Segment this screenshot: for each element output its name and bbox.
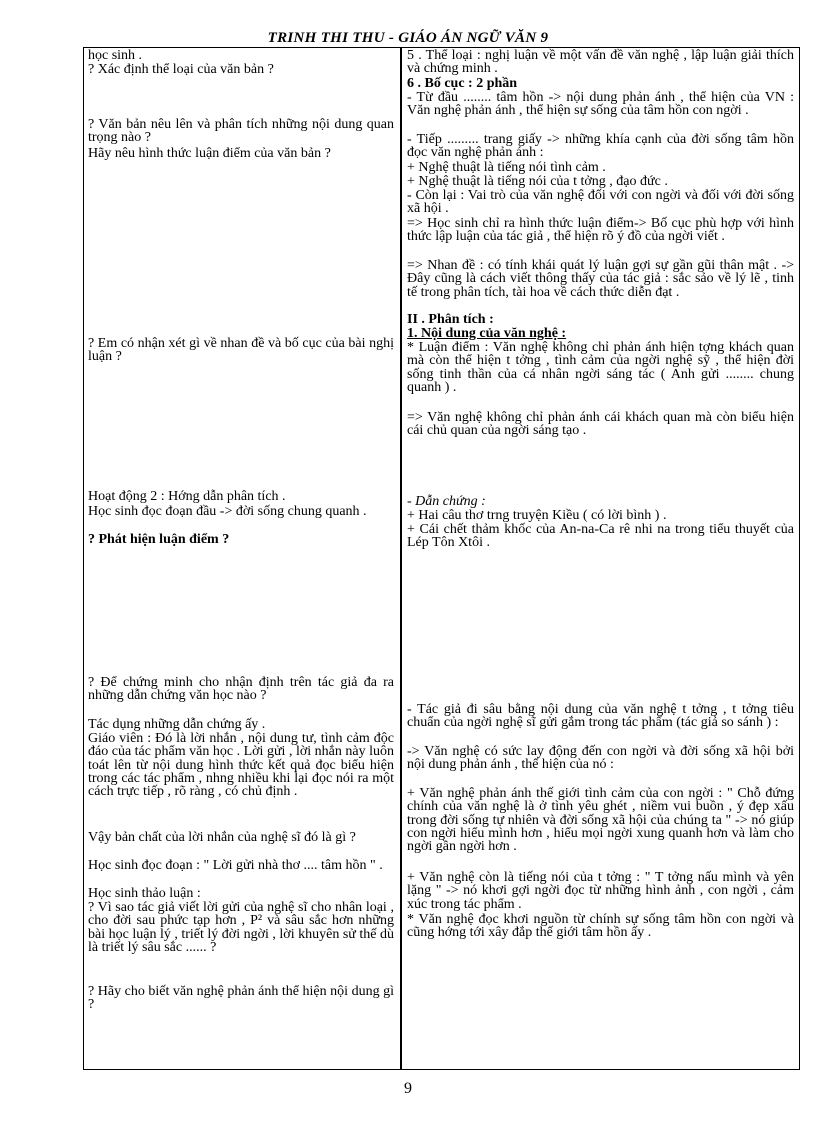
right-text: - Dẫn chứng : (407, 494, 486, 509)
left-text: Giáo viên : Đó là lời nhắn , nội dung tư, tình cảm độc đáo của tác phẩm văn học . Lời gửi , lời nhắn này luôn toát lên từ nội dung hình thức kết quả đọc biểu hiện trong các tác phẩm , nhng nhiều khi lại đọc nói ra một cách trực tiếp , rõ ràng , có chủ định . (88, 731, 394, 800)
right-text: => Văn nghệ không chỉ phản ánh cái khách quan mà còn biểu hiện cái chủ quan của ngời sáng tạo . (407, 410, 794, 439)
column-divider (400, 47, 402, 1070)
right-text: + Văn nghệ phản ánh thế giới tình cảm của con ngời : " Chỗ đứng chính của văn nghệ là ở tình yêu ghét , niềm vui buồn , ý đẹp xấu trong đời sống tự nhiên và đời sống xã hội của chúng ta " -> nó giúp con ngời hiểu mình hơn , hiểu mọi ngời xung quanh hơn và làm cho ngời gần ngời hơn . (407, 786, 794, 855)
right-text: * Văn nghệ đọc khơi nguồn từ chính sự sống tâm hồn con ngời và cũng hớng tới xây đắp thế giới tâm hồn ấy . (407, 912, 794, 941)
left-text: Vậy bản chất của lời nhắn của nghệ sĩ đó là gì ? (88, 830, 356, 845)
right-text: - Còn lại : Vai trò của văn nghệ đối với con ngời và đối với đời sống xã hội . (407, 188, 794, 217)
left-text: Học sinh đọc đoạn : " Lời gửi nhà thơ .... tâm hồn " . (88, 858, 383, 873)
page-number: 9 (404, 1080, 412, 1097)
right-text: => Nhan đề : có tính khái quát lý luận gợi sự gần gũi thân mật . -> Đây cũng là cách viết thông thấy của tác giả : sắc sảo về lý lẽ , tinh tế trong phân tích, tài hoa về cách thức diễn đạt . (407, 258, 794, 300)
right-text: 6 . Bố cục : 2 phần (407, 76, 518, 91)
right-text: + Cái chết thảm khốc của An-na-Ca rê nhi na trong tiểu thuyết của Lép Tôn Xtôi . (407, 522, 794, 551)
right-text: + Nghệ thuật là tiếng nói tình cảm . (407, 160, 606, 175)
left-text: ? Hãy cho biết văn nghệ phản ánh thể hiện nội dung gì ? (88, 984, 394, 1013)
page-header: TRINH THI THU - GIÁO ÁN NGỮ VĂN 9 (267, 30, 549, 46)
right-text: - Tiếp ......... trang giấy -> những khía cạnh của đời sống tâm hồn đọc văn nghệ phản ánh : (407, 132, 794, 161)
left-text: ? Xác định thể loại của văn bản ? (88, 62, 274, 77)
left-text: ? Phát hiện luận điểm ? (88, 532, 230, 547)
right-text: + Hai câu thơ trng truyện Kiều ( có lời bình ) . (407, 508, 667, 523)
right-text: 5 . Thể loại : nghị luận về một vấn đề văn nghệ , lập luận giải thích và chứng minh . (407, 48, 794, 77)
right-text: - Tác giả đi sâu bằng nội dung của văn nghệ t tởng , t tởng tiêu chuẩn của ngời nghệ sĩ gửi gắm trong tác phẩm (tác giả so sánh ) : (407, 702, 794, 731)
right-text: * Luận điểm : Văn nghệ không chỉ phản ánh hiện tợng khách quan mà còn thể hiện t tởng , tình cảm của ngời nghệ sỹ , thể hiện đời sống tinh thần của cá nhân ngời sáng tác ( Anh gửi ........ chung quanh ) . (407, 340, 794, 395)
left-text: Học sinh đọc đoạn đầu -> đời sống chung quanh . (88, 504, 367, 519)
left-text: Tác dụng những dẫn chứng ấy . (88, 717, 266, 732)
subsection-heading: 1. Nội dung của văn nghệ : (407, 326, 567, 341)
left-text: ? Em có nhận xét gì về nhan đề và bố cục của bài nghị luận ? (88, 336, 394, 365)
left-text: học sinh . (88, 48, 143, 63)
right-text: -> Văn nghệ có sức lay động đến con ngời và đời sống xã hội bởi nội dung phản ánh , thể hiện của nó : (407, 744, 794, 773)
right-text: => Học sinh chỉ ra hình thức luận điểm-> Bố cục phù hợp với hình thức lập luận của tác giả , thể hiện rõ ý đồ của ngời viết . (407, 216, 794, 245)
section-heading: II . Phân tích : (407, 312, 494, 327)
left-text: ? Văn bản nêu lên và phân tích những nội dung quan trọng nào ? (88, 117, 394, 146)
right-text: + Nghệ thuật là tiếng nói của t tởng , đạo đức . (407, 174, 668, 189)
left-text: Học sinh thảo luận : (88, 886, 201, 901)
left-text: ? Vì sao tác giả viết lời gửi của nghệ sĩ cho nhân loại , cho đời sau phức tạp hơn , P² và sâu sắc hơn những bài học luận lý , triết lý đời ngời , lời khuyên sử thế dù là triết lý sâu sắc ...... ? (88, 900, 394, 955)
left-text: ? Để chứng minh cho nhận định trên tác giả đa ra những dẫn chứng văn học nào ? (88, 675, 394, 704)
left-text: Hoạt động 2 : Hớng dẫn phân tích . (88, 489, 286, 504)
left-text: Hãy nêu hình thức luận điểm của văn bản ? (88, 146, 331, 161)
right-text: + Văn nghệ còn là tiếng nói của t tởng : " T tởng nấu mình và yên lặng " -> nó khơi gợi ngời đọc từ những hình ảnh , con ngời , cảm xúc trong tác phẩm . (407, 870, 794, 912)
right-text: - Từ đầu ........ tâm hồn -> nội dung phản ánh , thể hiện của VN : Văn nghệ phản ánh , thể hiện sự sống của tâm hồn con ngời . (407, 90, 794, 119)
